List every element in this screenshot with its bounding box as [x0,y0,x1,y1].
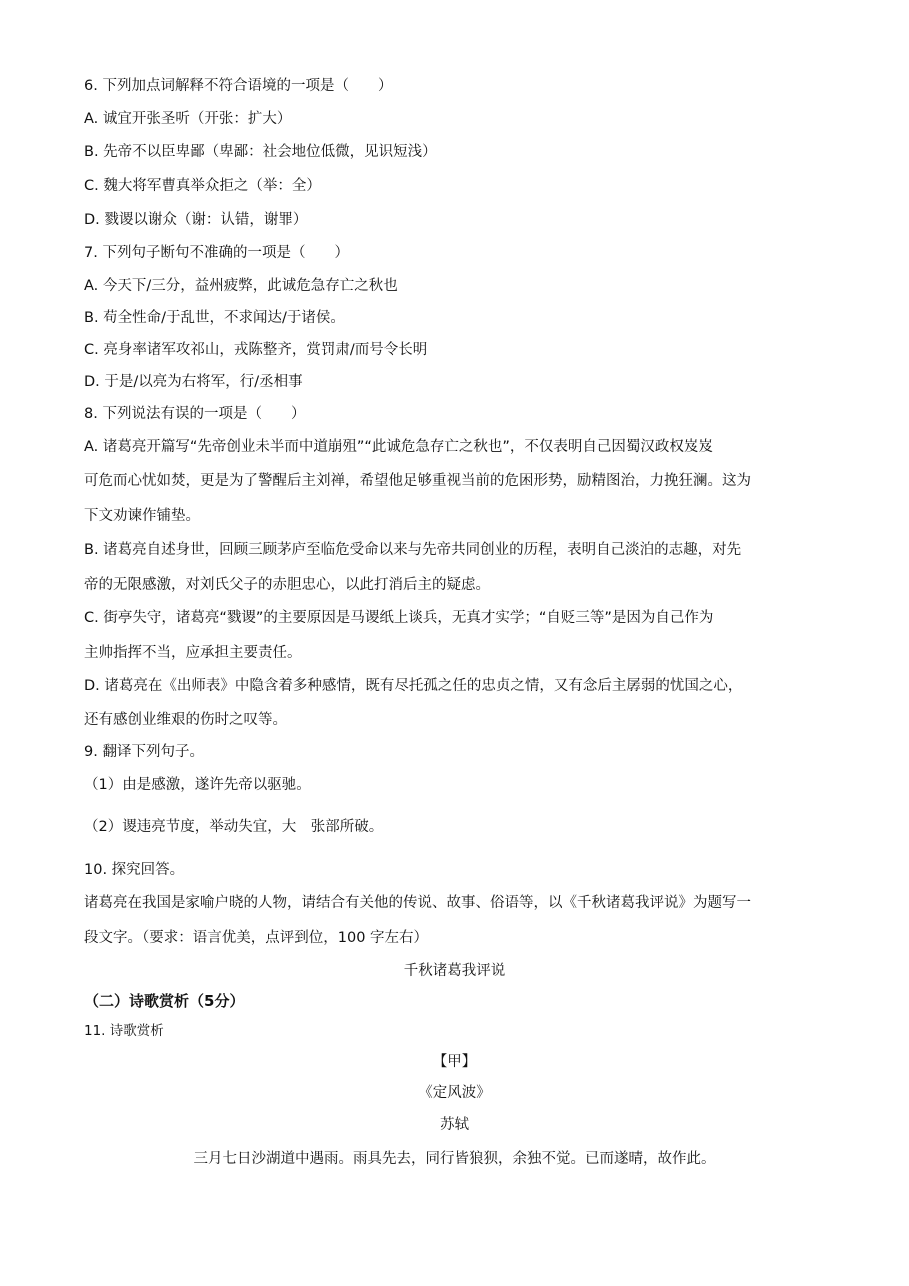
q10-essay-title: 千秋诸葛我评说 [403,963,506,979]
q8-option-c-line1: C. 街亭失守，诸葛亮“戮谡”的主要原因是马谡纸上谈兵，无真才实学；“自贬三等”是因为自己作为 [84,610,714,626]
q6-stem: 6. 下列加点词解释不符合语境的一项是（ ） [84,78,393,94]
q7-stem: 7. 下列句子断句不准确的一项是（ ） [84,245,349,261]
q7-option-a: A. 今天下/三分，益州疲弊，此诚危急存亡之秋也 [84,278,398,294]
q8-option-a-line3: 下文劝谏作铺垫。 [84,508,200,524]
q8-option-a-line2: 可危而心忧如焚，更是为了警醒后主刘禅，希望他足够重视当前的危困形势，励精图治，力挽狂澜。这为 [84,473,751,489]
q6-option-b: B. 先帝不以臣卑鄙（卑鄙：社会地位低微，见识短浅） [84,144,437,160]
q10-stem: 10. 探究回答。 [84,862,185,878]
q7-option-c: C. 亮身率诸军攻祁山，戎陈整齐，赏罚肃/而号令长明 [84,342,428,358]
q11-stem: 11. 诗歌赏析 [84,1023,164,1039]
q10-body-line2: 段文字。（要求：语言优美，点评到位，100 字左右） [84,930,429,946]
poem-author: 苏轼 [440,1117,469,1133]
q9-item-2: （2）谡违亮节度，举动失宜，大 张部所破。 [84,819,384,835]
q7-option-b: B. 苟全性命/于乱世，不求闻达/于诸侯。 [84,310,345,326]
q8-option-c-line2: 主帅指挥不当，应承担主要责任。 [84,645,302,661]
q6-option-c: C. 魏大将军曹真举众拒之（举：全） [84,178,321,194]
poem-tag: 【甲】 [432,1054,477,1070]
q9-stem: 9. 翻译下列句子。 [84,744,204,760]
q6-option-a: A. 诚宜开张圣听（开张：扩大） [84,111,292,127]
q6-option-d: D. 戮谡以谢众（谢：认错，谢罪） [84,212,308,228]
q8-stem: 8. 下列说法有误的一项是（ ） [84,406,306,422]
q8-option-d-line1: D. 诸葛亮在《出师表》中隐含着多种感情，既有尽托孤之任的忠贞之情，又有念后主孱弱的忧国之心， [84,678,743,694]
section-heading: （二）诗歌赏析（5分） [84,992,245,1010]
q8-option-d-line2: 还有感创业维艰的伤时之叹等。 [84,712,287,728]
q9-item-1: （1）由是感激，遂许先帝以驱驰。 [84,777,311,793]
poem-preface: 三月七日沙湖道中遇雨。雨具先去，同行皆狼狈，余独不觉。已而遂晴，故作此。 [193,1151,716,1167]
q8-option-b-line2: 帝的无限感激，对刘氏父子的赤胆忠心，以此打消后主的疑虑。 [84,577,490,593]
q10-body-line1: 诸葛亮在我国是家喻户晓的人物，请结合有关他的传说、故事、俗语等，以《千秋诸葛我评说》为题写一 [84,895,751,911]
q7-option-d: D. 于是/以亮为右将军，行/丞相事 [84,374,303,390]
q8-option-b-line1: B. 诸葛亮自述身世，回顾三顾茅庐至临危受命以来与先帝共同创业的历程，表明自己淡泊的志趣，对先 [84,542,742,558]
poem-title: 《定风波》 [418,1085,491,1101]
q8-option-a-line1: A. 诸葛亮开篇写“先帝创业未半而中道崩殂”“此诚危急存亡之秋也”，不仅表明自己因蜀汉政权岌岌 [84,439,713,455]
